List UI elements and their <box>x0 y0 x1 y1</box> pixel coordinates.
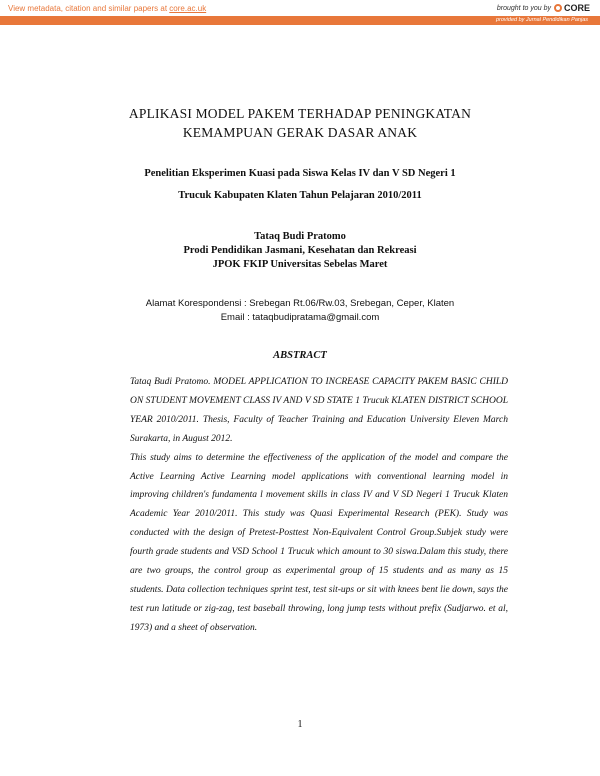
paper-title <box>0 104 600 142</box>
correspondence-block <box>0 297 600 324</box>
title-line-2: KEMAMPUAN GERAK DASAR ANAK <box>182 125 418 140</box>
core-banner <box>0 0 600 30</box>
provided-by-text: provided by Jurnal Pendidikan Panjas <box>495 17 588 23</box>
core-metadata-text: View metadata, citation and similar papers at <box>8 4 170 13</box>
core-logo[interactable] <box>554 3 590 13</box>
subtitle-line-2: Trucuk Kabupaten Klaten Tahun Pelajaran 2010/2011 <box>178 190 422 201</box>
paper-subtitle <box>0 163 600 207</box>
brought-by-text: brought to you by <box>496 4 551 12</box>
abstract-heading: ABSTRACT <box>273 350 327 361</box>
core-metadata-notice <box>8 4 206 13</box>
abstract-paragraph-2: This study aims to determine the effectiveness of the application of the model and compare the Active Learning Active Learning model applications with conventional learning model in improving children's fundamenta l movement skills in class IV and V SD Negeri 1 Trucuk Klaten Academic Year 2010/2011. This study was Quasi Experimental Research (PEK). Study was conducted with the design of Pretest-Posttest Non-Equivalent Control Group.Subjek study were fourth grade students and VSD School 1 Trucuk which amount to 30 siswa.Dalam this study, there are two groups, the control group as experimental group of 15 students and as many as 15 students. Data collection techniques sprint test, test sit-ups or sit with knees bent lie down, says the test run latitude or zig-zag, test baseball throwing, long jump tests without prefix (Sudjarwo. et al, 1973) and a sheet of observation. <box>130 452 508 633</box>
subtitle-line-1: Penelitian Eksperimen Kuasi pada Siswa Kelas IV dan V SD Negeri 1 <box>144 168 456 179</box>
author-name: Tataq Budi Pratomo <box>254 231 346 242</box>
core-brand[interactable] <box>497 3 590 13</box>
affiliation-line-2: JPOK FKIP Universitas Sebelas Maret <box>212 259 388 270</box>
correspondence-email: Email : tataqbudipratama@gmail.com <box>220 311 380 323</box>
affiliation-line-1: Prodi Pendidikan Jasmani, Kesehatan dan Rekreasi <box>183 245 417 256</box>
abstract-body <box>130 373 508 638</box>
core-logo-icon <box>554 4 562 12</box>
abstract-paragraph-1: Tataq Budi Pratomo. MODEL APPLICATION TO INCREASE CAPACITY PAKEM BASIC CHILD ON STUDENT MOVEMENT CLASS IV AND V SD STATE 1 Trucuk KLATEN DISTRICT SCHOOL YEAR 2010/2011. Thesis, Faculty of Teacher Training and Education University Eleven March Surakarta, in August 2012. <box>130 377 508 444</box>
author-block <box>0 230 600 272</box>
provided-by-strip <box>0 16 600 25</box>
page-number: 1 <box>297 719 303 730</box>
core-logo-text: CORE <box>563 3 590 13</box>
core-link[interactable]: core.ac.uk <box>169 4 207 13</box>
title-line-1: APLIKASI MODEL PAKEM TERHADAP PENINGKATAN <box>128 106 472 121</box>
correspondence-address: Alamat Korespondensi : Srebegan Rt.06/Rw.03, Srebegan, Ceper, Klaten <box>145 298 455 309</box>
